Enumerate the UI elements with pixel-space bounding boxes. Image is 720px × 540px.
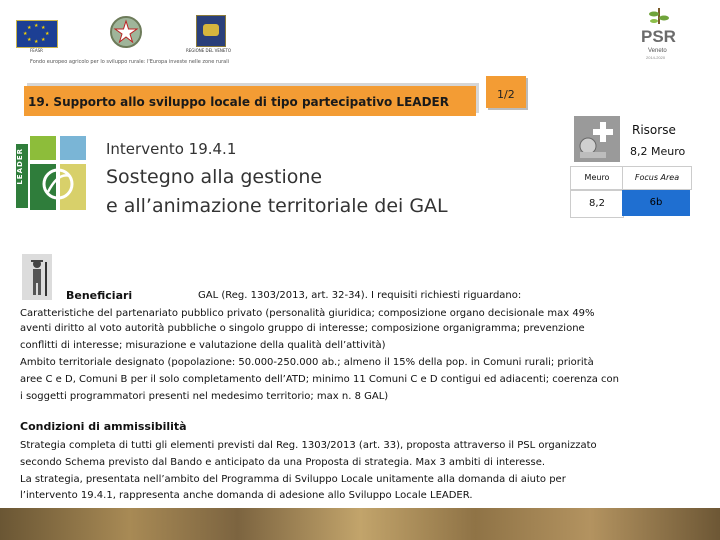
condizioni-title: Condizioni di ammissibilità	[20, 420, 187, 433]
beneficiari-line-2: aventi diritto al voto autorità pubbliche o singolo gruppo di interesse; composizione organigramma; prevenzione	[20, 323, 585, 334]
sostegno-line-1: Sostegno alla gestione	[106, 166, 323, 188]
table-value-meuro: 8,2	[570, 190, 624, 218]
leader-vertical-label	[16, 144, 28, 208]
sostegno-line-2: e all’animazione territoriale dei GAL	[106, 195, 448, 217]
condizioni-line-2: secondo Schema previsto dal Bando e anticipato da una Proposta di strategia. Max 3 ambiti di interesse.	[20, 457, 546, 468]
beneficiari-line-3: conflitti di interesse; misurazione e valutazione della qualità dell’attività)	[20, 340, 386, 351]
beneficiari-line-6: i soggetti programmatori presenti nel medesimo territorio; max n. 8 GAL)	[20, 391, 389, 402]
regione-veneto-logo	[196, 15, 226, 47]
measure-title: 19. Supporto allo sviluppo locale di tipo partecipativo LEADER	[28, 95, 449, 109]
psr-veneto-logo	[636, 4, 684, 62]
beneficiari-intro: GAL (Reg. 1303/2013, art. 32-34). I requisiti richiesti riguardano:	[198, 290, 522, 301]
condizioni-line-4: l’intervento 19.4.1, rappresenta anche domanda di adesione allo Sviluppo Locale LEADER.	[20, 490, 473, 501]
psr-text: PSR	[641, 27, 676, 46]
psr-years: 2014-2020	[646, 55, 666, 60]
condizioni-line-3: La strategia, presentata nell’ambito del Programma di Sviluppo Locale unitamente alla domanda di aiuto per	[20, 474, 566, 485]
beneficiari-line-5: aree C e D, Comuni B per il solo completamento dell’ATD; minimo 11 Comuni C e D contigui ed adiacenti; coerenza con	[20, 374, 619, 385]
beneficiari-label: Beneficiari	[66, 289, 133, 302]
money-plus-icon	[574, 116, 620, 162]
beneficiari-line-1: Caratteristiche del partenariato pubblico privato (personalità giuridica; composizione organo decisionale max 49%	[20, 308, 595, 319]
leader-text: LEADER	[16, 148, 24, 185]
table-header-focus-area: Focus Area	[622, 166, 692, 190]
eu-tag: FEASR	[30, 48, 43, 53]
eu-flag-logo: ★ ★ ★ ★ ★ ★ ★ ★	[16, 20, 58, 48]
psr-sub: Veneto	[648, 48, 667, 54]
region-tag: REGIONE DEL VENETO	[186, 48, 232, 53]
italian-emblem-logo	[108, 14, 144, 50]
risorse-title: Risorse	[632, 123, 676, 137]
table-header-meuro: Meuro	[570, 166, 624, 190]
intervento-label: Intervento 19.4.1	[106, 140, 237, 158]
condizioni-line-1: Strategia completa di tutti gli elementi previsti dal Reg. 1303/2013 (art. 33), proposta attraverso il PSL organizzato	[20, 440, 597, 451]
eu-caption: Fondo europeo agricolo per lo sviluppo rurale: l'Europa investe nelle zone rurali	[30, 59, 230, 65]
page-indicator: 1/2	[497, 88, 515, 101]
beneficiari-line-4: Ambito territoriale designato (popolazione: 50.000-250.000 ab.; almeno il 15% della pop. in Comuni rurali; priorità	[20, 357, 594, 368]
leader-logo	[30, 136, 98, 216]
table-value-focus-area: 6b	[622, 190, 690, 216]
risorse-amount: 8,2 Meuro	[630, 145, 686, 158]
farmer-icon	[22, 254, 52, 300]
footer-image-strip	[0, 508, 720, 540]
